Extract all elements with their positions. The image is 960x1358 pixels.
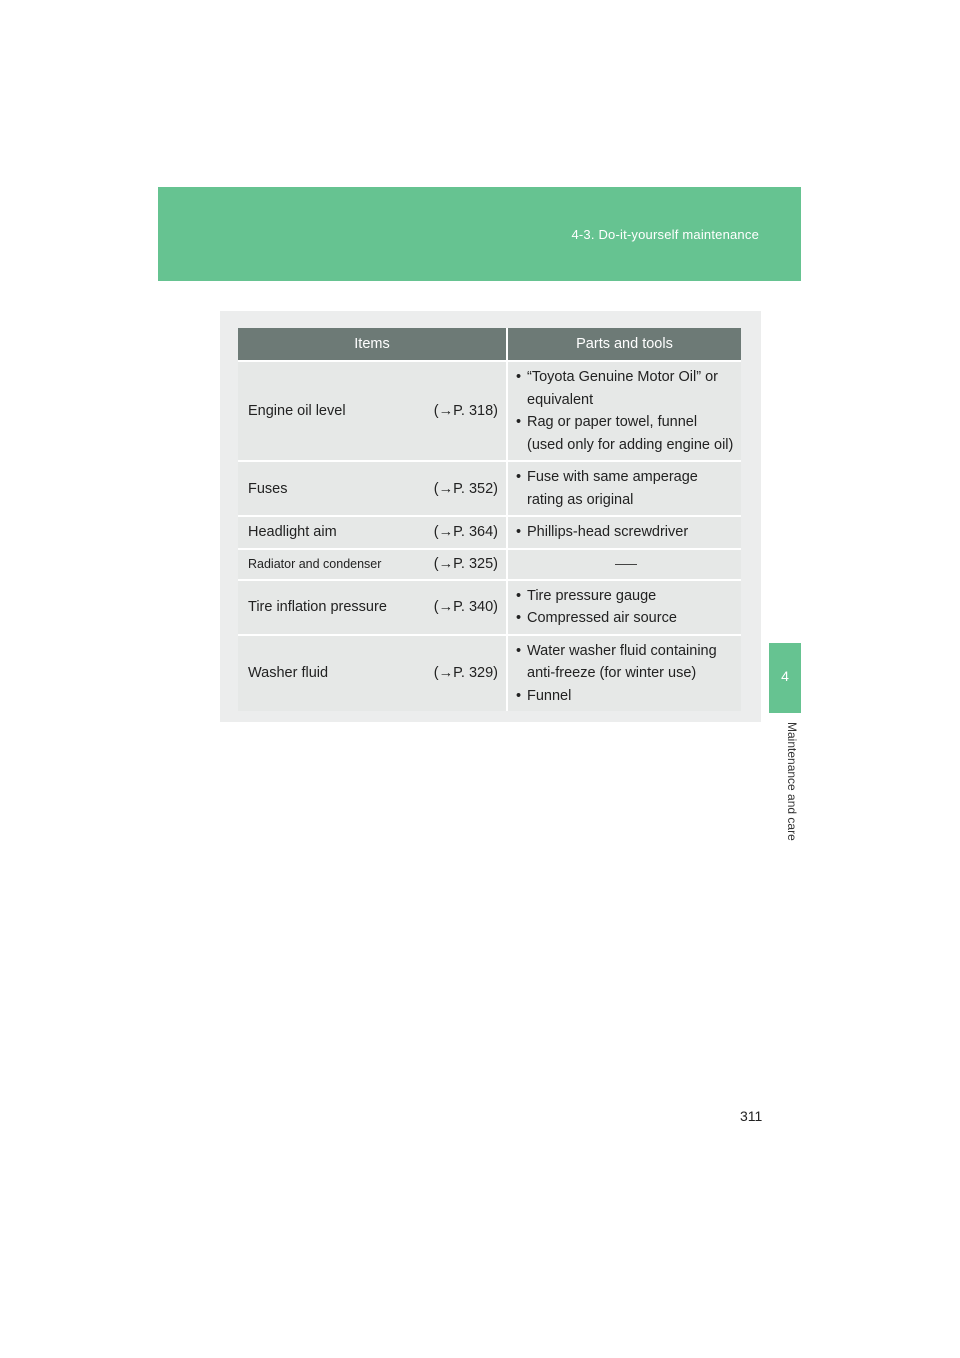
section-title: 4-3. Do-it-yourself maintenance bbox=[571, 227, 759, 242]
chapter-number: 4 bbox=[781, 668, 789, 684]
page-reference: (→P. 318) bbox=[433, 403, 498, 419]
list-item: • Rag or paper towel, funnel (used only for adding engine oil) bbox=[516, 411, 735, 456]
parts-cell bbox=[507, 461, 741, 516]
table-row bbox=[238, 516, 741, 549]
parts-list bbox=[516, 366, 735, 456]
list-item: • Funnel bbox=[516, 685, 735, 708]
parts-cell bbox=[507, 549, 741, 580]
column-header-items: Items bbox=[238, 328, 507, 361]
parts-list bbox=[516, 521, 735, 544]
list-item: • Water washer fluid containing anti-freeze (for winter use) bbox=[516, 640, 735, 685]
parts-cell bbox=[507, 635, 741, 712]
page-reference: (→P. 352) bbox=[433, 480, 498, 497]
list-item: • Compressed air source bbox=[516, 607, 735, 630]
page-number: 311 bbox=[740, 1108, 763, 1124]
item-name: Tire inflation pressure bbox=[248, 599, 387, 615]
page-reference: (→P. 325) bbox=[433, 556, 498, 572]
parts-list bbox=[516, 585, 735, 630]
empty-dash bbox=[615, 564, 637, 565]
item-cell bbox=[238, 580, 507, 635]
table-row bbox=[238, 635, 741, 712]
parts-cell bbox=[507, 361, 741, 461]
table-row bbox=[238, 461, 741, 516]
table-row bbox=[238, 580, 741, 635]
item-name: Engine oil level bbox=[248, 403, 346, 419]
item-name: Headlight aim bbox=[248, 524, 337, 541]
list-item: • Fuse with same amperage rating as original bbox=[516, 466, 735, 511]
tools-table bbox=[238, 328, 741, 711]
parts-cell bbox=[507, 516, 741, 549]
item-name: Fuses bbox=[248, 480, 288, 497]
chapter-label: Maintenance and care bbox=[785, 722, 799, 841]
item-name: Radiator and condenser bbox=[248, 557, 382, 571]
header-band bbox=[158, 187, 801, 281]
page-reference: (→P. 364) bbox=[433, 524, 498, 541]
list-item: • “Toyota Genuine Motor Oil” or equivalent bbox=[516, 366, 735, 411]
chapter-tab bbox=[769, 643, 801, 713]
parts-list bbox=[516, 640, 735, 708]
item-name: Washer fluid bbox=[248, 665, 329, 682]
item-cell bbox=[238, 516, 507, 549]
page-reference: (→P. 340) bbox=[433, 599, 498, 615]
list-item: • Phillips-head screwdriver bbox=[516, 521, 735, 544]
item-cell bbox=[238, 361, 507, 461]
list-item: • Tire pressure gauge bbox=[516, 585, 735, 608]
table-row bbox=[238, 361, 741, 461]
item-cell bbox=[238, 549, 507, 580]
table-row bbox=[238, 549, 741, 580]
parts-list bbox=[516, 466, 735, 511]
item-cell bbox=[238, 635, 507, 712]
tools-panel bbox=[220, 311, 761, 722]
item-cell bbox=[238, 461, 507, 516]
parts-cell bbox=[507, 580, 741, 635]
page-reference: (→P. 329) bbox=[433, 665, 498, 682]
column-header-parts: Parts and tools bbox=[507, 328, 741, 361]
table-header-row bbox=[238, 328, 741, 361]
